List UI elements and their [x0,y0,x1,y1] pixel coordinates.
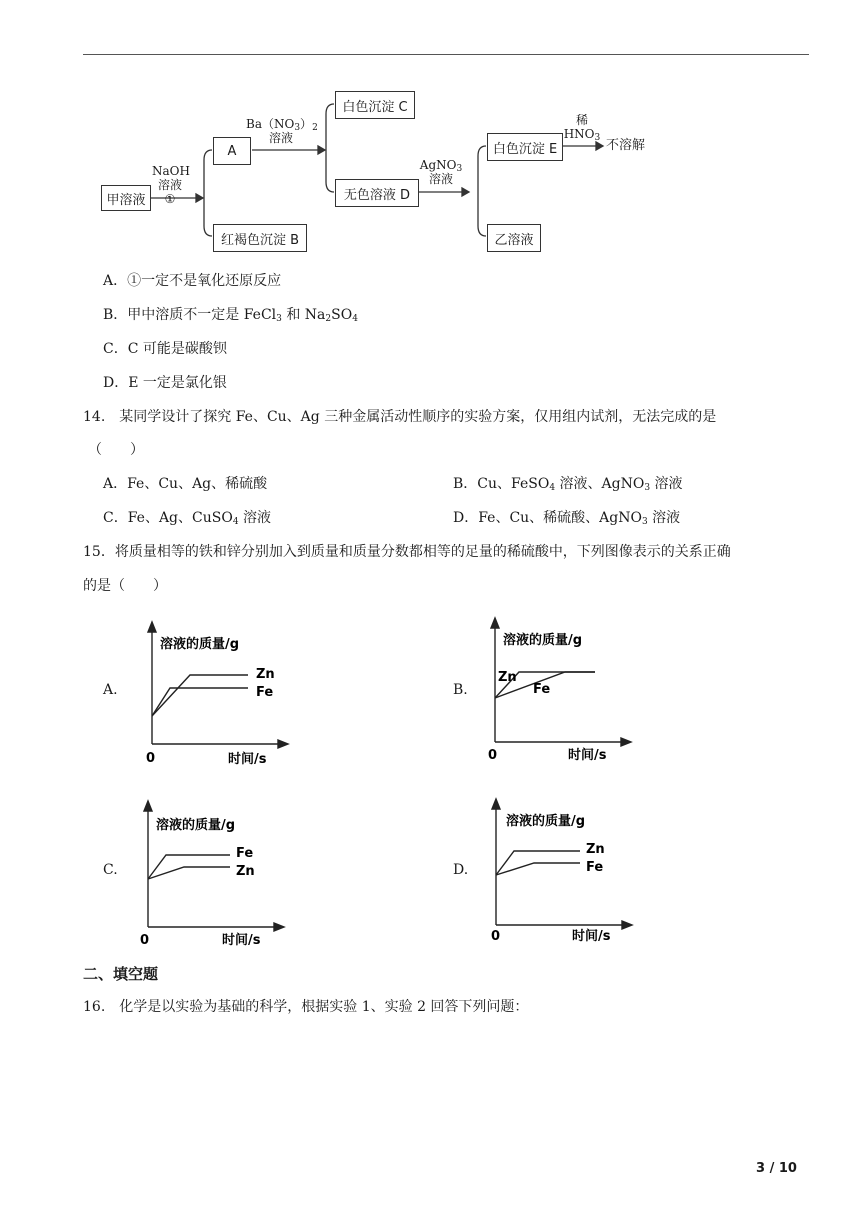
graph-b-option-label: B. [453,682,468,698]
graph-b-xlabel: 时间/s [568,748,607,763]
q13-option-d: D．E 一定是氯化银 [103,375,227,391]
q13-option-a: A．①一定不是氧化还原反应 [103,273,282,289]
label-ba-no3: $Ba(NO_3)_2$ 溶液 [246,117,318,145]
graph-b-zn-label: Zn [498,670,517,685]
label-dilute-hno3: 稀 $HNO_3$ [563,113,601,143]
label-naoh: NaOH 溶液 ① [152,164,190,206]
graph-d [484,797,644,949]
graph-d-zn-label: Zn [586,842,605,857]
graph-c-zn-line [148,867,230,879]
graph-c [136,797,296,949]
graph-d-fe-line [496,863,580,875]
q15-stem-line2: 的是（ ） [83,578,167,594]
page-number: 3 / 10 [756,1161,797,1176]
graph-d-ylabel: 溶液的质量/g [506,814,586,829]
graph-b-origin: 0 [488,748,498,763]
graph-d-option-label: D. [453,862,469,878]
label-insoluble: 不溶解 [606,138,646,153]
graph-a-ylabel: 溶液的质量/g [160,637,240,652]
graph-c-origin: 0 [140,933,150,948]
graph-a-xlabel: 时间/s [228,752,267,767]
graph-a-zn-line [152,675,248,716]
box-c: 白色沉淀 C [335,91,415,119]
q16-stem: 16. 化学是以实验为基础的科学，根据实验 1、实验 2 回答下列问题： [83,999,529,1015]
q15-stem-line1: 15．将质量相等的铁和锌分别加入到质量和质量分数都相等的足量的稀硫酸中，下列图像表示的关系正确 [83,544,731,560]
q13-option-c: C．C 可能是碳酸钡 [103,341,227,357]
graph-c-zn-label: Zn [236,864,255,879]
graph-c-xlabel: 时间/s [222,933,261,948]
box-e: 白色沉淀 E [487,133,563,161]
label-agno3: AgNO$_3$ 溶液 [419,158,463,186]
graph-b [483,616,643,766]
box-a: A [213,137,251,165]
graph-a-option-label: A. [103,682,118,698]
graph-d-xlabel: 时间/s [572,929,611,944]
graph-d-origin: 0 [491,929,501,944]
q14-option-b: B．Cu、FeSO$_4$ 溶液、AgNO$_3$ 溶液 [453,476,683,493]
graph-c-option-label: C. [103,862,118,878]
box-d: 无色溶液 D [335,179,419,207]
graph-c-fe-label: Fe [236,846,254,861]
box-jia-solution: 甲溶液 [101,185,151,211]
graph-d-fe-label: Fe [586,860,604,875]
graph-c-ylabel: 溶液的质量/g [156,818,236,833]
section-heading-fill-in: 二、填空题 [83,965,159,983]
graph-b-fe-label: Fe [533,682,551,697]
q14-option-d: D．Fe、Cu、稀硫酸、AgNO$_3$ 溶液 [453,510,681,527]
graph-a-origin: 0 [146,751,156,766]
graph-a-zn-label: Zn [256,667,275,682]
q14-answer-paren: （ ） [88,442,144,458]
q14-option-c: C．Fe、Ag、CuSO$_4$ 溶液 [103,510,272,527]
graph-a-fe-label: Fe [256,685,274,700]
q13-option-b: B．甲中溶质不一定是 FeCl$_3$ 和 $Na_2SO_4$ [103,307,358,324]
box-b: 红褐色沉淀 B [213,224,307,252]
q14-stem: 14. 某同学设计了探究 Fe、Cu、Ag 三种金属活动性顺序的实验方案，仅用组内试剂，无法完成的是 [83,409,717,425]
graph-a-fe-line [152,688,248,716]
box-yi-solution: 乙溶液 [487,224,541,252]
graph-a [140,620,300,770]
q14-option-a: A．Fe、Cu、Ag、稀硫酸 [103,476,268,492]
graph-b-ylabel: 溶液的质量/g [503,633,583,648]
flow-connectors [0,0,860,260]
